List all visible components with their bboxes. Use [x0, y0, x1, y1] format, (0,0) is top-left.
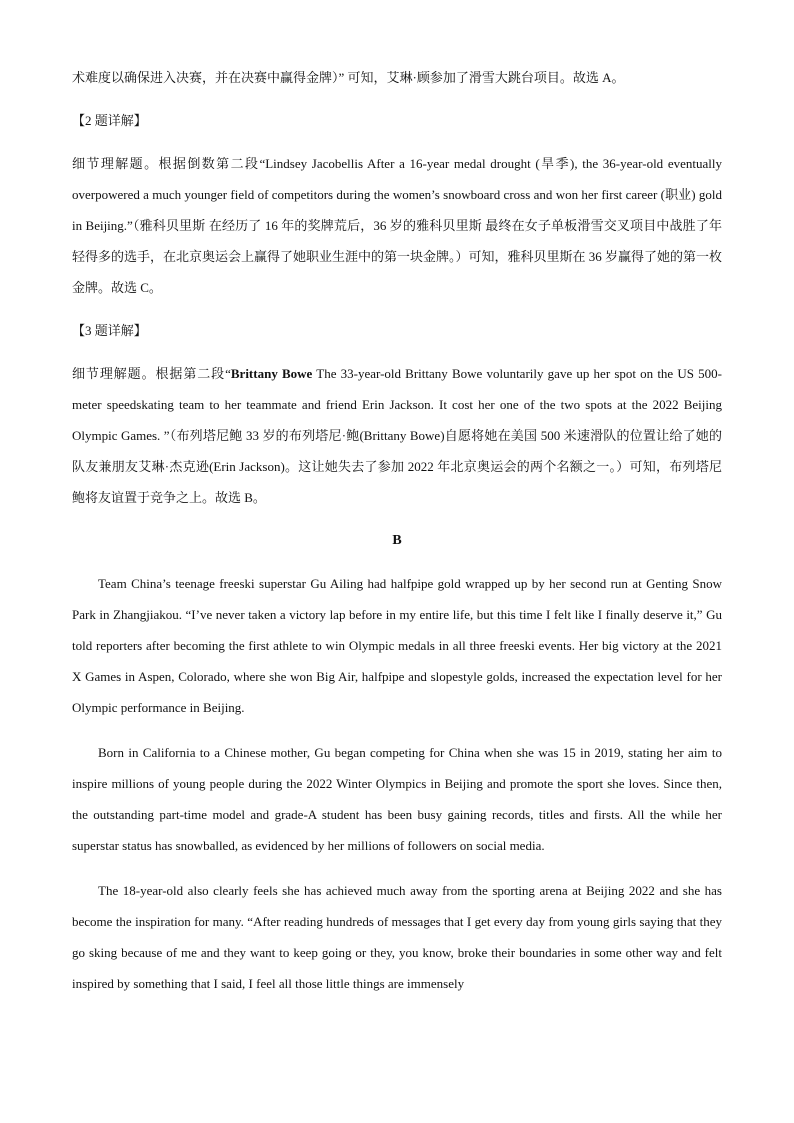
question-2-heading: 【2 题详解】 — [72, 113, 147, 128]
passage-b-paragraph-3: The 18-year-old also clearly feels she has achieved much away from the sporting arena at Beijing 2022 and she has become the inspiration for many. “After reading hundreds of messages that I get every day from young girls saying that they go sking because of me and they want to keep going or they, you know, broke their boundaries in some other way and felt inspired by something that I said, I feel all those little things are immensely — [72, 883, 722, 991]
question-3-intro: 细节理解题。根据第二段“ — [72, 366, 231, 381]
question-3-heading: 【3 题详解】 — [72, 323, 147, 338]
passage-b-paragraph-1: Team China’s teenage freeski superstar Gu Ailing had halfpipe gold wrapped up by her second run at Genting Snow Park in Zhangjiakou. “I’ve never taken a victory lap before in my entire life, but this time I felt like I finally deserve it,” Gu told reporters after becoming the first athlete to win Olympic medals in all three freeski events. Her big victory at the 2021 X Games in Aspen, Colorado, where she won Big Air, halfpipe and slopestyle golds, increased the expectation level for her Olympic performance in Beijing. — [72, 576, 722, 715]
question-3-explanation — [72, 358, 722, 513]
answer-1-conclusion: 术难度以确保进入决赛，并在决赛中赢得金牌）” 可知，艾琳·顾参加了滑雪大跳台项目。故选 A。 — [72, 70, 625, 85]
question-2-explanation: 细节理解题。根据倒数第二段“Lindsey Jacobellis After a 16-year medal drought (旱季), the 36-year-old eventually overpowered a much younger field of competitors during the women’s snowboard cross and won her first career (职业) gold in Beijing.”（雅科贝里斯 在经历了 16 年的奖牌荒后，36 岁的雅科贝里斯 最终在女子单板滑雪交叉项目中战胜了年轻得多的选手，在北京奥运会上赢得了她职业生涯中的第一块金牌。）可知，雅科贝里斯在 36 岁赢得了她的第一枚金牌。故选 C。 — [72, 156, 723, 295]
question-3-body: The 33-year-old Brittany Bowe voluntarily gave up her spot on the US 500-meter speedskating team to her teammate and friend Erin Jackson. It cost her one of the two spots at the 2022 Beijing Olympic Games. ”（布列塔尼鲍 33 岁的布列塔尼·鲍(Brittany Bowe)自愿将她在美国 500 米速滑队的位置让给了她的队友兼朋友艾琳·杰克逊(Erin Jackson)。这让她失去了参加 2022 年北京奥运会的两个名额之一。）可知，布列塔尼鲍将友谊置于竞争之上。故选 B。 — [72, 366, 722, 505]
passage-b-paragraph-2: Born in California to a Chinese mother, Gu began competing for China when she was 15 in 2019, stating her aim to inspire millions of young people during the 2022 Winter Olympics in Beijing and promote the sport she loves. Since then, the outstanding part-time model and grade-A student has been busy gaining records, titles and firsts. All the while her superstar status has snowballed, as evidenced by her millions of followers on social media. — [72, 745, 722, 853]
section-b-heading: B — [392, 533, 402, 548]
question-3-bold-name: Brittany Bowe — [230, 366, 313, 381]
